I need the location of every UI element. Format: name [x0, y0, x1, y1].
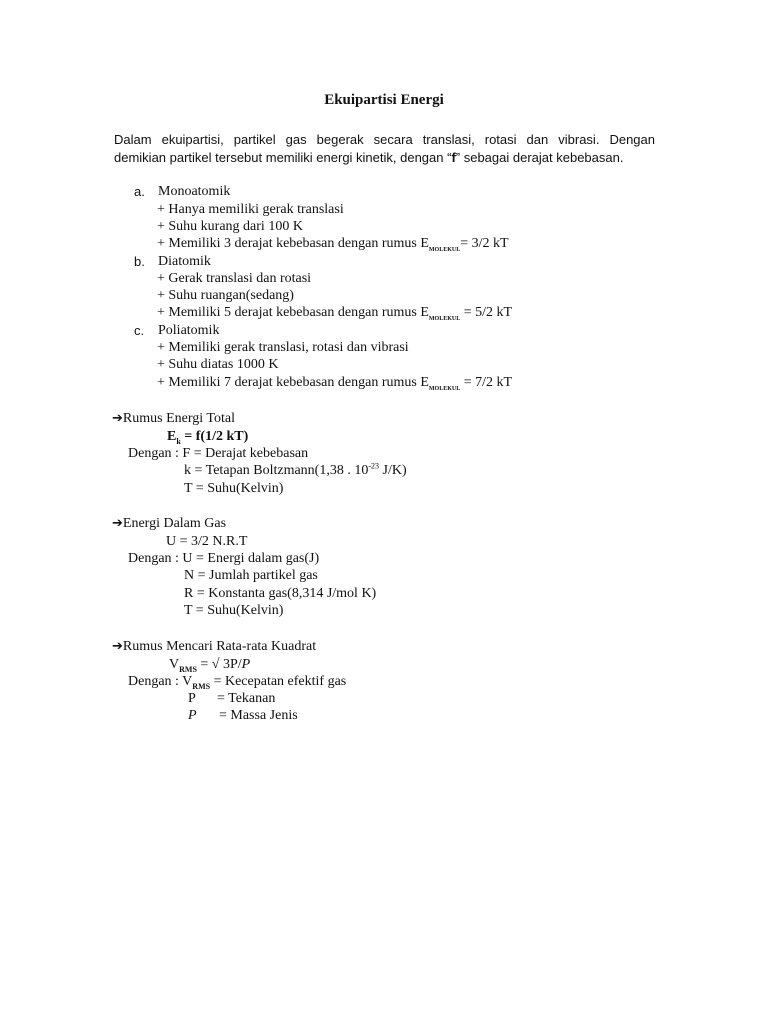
def-text: Dengan : V — [128, 674, 193, 689]
arrow-right-icon: ➔ — [112, 411, 123, 426]
definition-line: T = Suhu(Kelvin) — [184, 481, 284, 496]
arrow-right-icon: ➔ — [112, 639, 123, 654]
eq-rest: = √ 3P/ — [196, 657, 242, 672]
formula-result: = 5/2 kT — [460, 305, 513, 320]
list-formula-c — [157, 374, 512, 391]
list-point: + Suhu diatas 1000 K — [157, 357, 279, 372]
def-text-end: J/K) — [379, 463, 407, 478]
list-marker-a: a. — [134, 184, 145, 199]
section-heading-energi-total — [112, 410, 235, 427]
list-label-poliatomik: Poliatomik — [158, 323, 220, 338]
eq-symbol: E — [167, 429, 177, 444]
def-superscript: -23 — [368, 461, 380, 471]
section-heading-energi-dalam-gas — [112, 515, 226, 532]
def-subscript: RMS — [192, 681, 211, 691]
formula-text: + Memiliki 5 derajat kebebasan dengan rumus E — [157, 305, 429, 320]
definition-line: R = Konstanta gas(8,314 J/mol K) — [184, 586, 377, 601]
eq-rest: = f(1/2 kT) — [180, 429, 249, 444]
definition-text-massa-jenis: = Massa Jenis — [219, 708, 298, 723]
list-point: + Hanya memiliki gerak translasi — [157, 202, 344, 217]
definition-line: Dengan : F = Derajat kebebasan — [128, 446, 309, 461]
list-point: + Memiliki gerak translasi, rotasi dan vibrasi — [157, 340, 409, 355]
section-heading-text: Energi Dalam Gas — [122, 516, 227, 531]
intro-text-a: demikian partikel tersebut memiliki energi kinetik, dengan “ — [114, 150, 452, 165]
list-point: + Suhu kurang dari 100 K — [157, 219, 303, 234]
formula-subscript: molekul — [428, 382, 461, 392]
rho-symbol: P — [241, 657, 251, 672]
definition-line: N = Jumlah partikel gas — [184, 568, 318, 583]
definition-line-vrms — [128, 673, 346, 690]
formula-result: = 7/2 kT — [460, 375, 513, 390]
list-marker-b: b. — [134, 254, 145, 269]
arrow-right-icon: ➔ — [112, 516, 123, 531]
formula-subscript: molekul — [428, 312, 461, 322]
eq-symbol: V — [169, 657, 180, 672]
definition-text-tekanan: = Tekanan — [217, 691, 276, 706]
definition-symbol-rho: P — [188, 708, 197, 723]
intro-paragraph — [114, 131, 655, 167]
list-point: + Suhu ruangan(sedang) — [157, 288, 294, 303]
definition-line: T = Suhu(Kelvin) — [184, 603, 284, 618]
equation-u: U = 3/2 N.R.T — [166, 534, 248, 549]
eq-subscript: k — [176, 436, 181, 446]
list-formula-a — [157, 235, 509, 252]
section-heading-rata-rata-kuadrat — [112, 638, 316, 655]
list-label-diatomik: Diatomik — [158, 254, 211, 269]
definition-line-k — [184, 462, 407, 479]
definition-line: Dengan : U = Energi dalam gas(J) — [128, 551, 320, 566]
equation-ek — [167, 428, 248, 445]
section-heading-text: Rumus Mencari Rata-rata Kuadrat — [122, 639, 317, 654]
section-heading-text: Rumus Energi Total — [122, 411, 235, 426]
list-formula-b — [157, 304, 512, 321]
definition-symbol-p: P — [188, 691, 196, 706]
formula-subscript: molekul — [428, 243, 461, 253]
formula-text: + Memiliki 3 derajat kebebasan dengan rumus E — [157, 236, 429, 251]
equation-vrms — [169, 656, 250, 673]
intro-f-symbol: f — [451, 150, 456, 165]
def-text-end: = Kecepatan efektif gas — [210, 674, 347, 689]
list-label-monoatomik: Monoatomik — [158, 184, 231, 199]
formula-result: = 3/2 kT — [460, 236, 509, 251]
def-text: k = Tetapan Boltzmann(1,38 . 10 — [184, 463, 369, 478]
list-point: + Gerak translasi dan rotasi — [157, 271, 312, 286]
intro-text-b: ” sebagai derajat kebebasan. — [455, 150, 624, 165]
list-marker-c: c. — [134, 323, 145, 338]
intro-line-1: Dalam ekuipartisi, partikel gas begerak secara translasi, rotasi dan vibrasi. Dengan — [114, 132, 655, 147]
document-title: Ekuipartisi Energi — [324, 92, 444, 108]
intro-line-2 — [114, 149, 655, 167]
eq-subscript: RMS — [179, 664, 197, 674]
formula-text: + Memiliki 7 derajat kebebasan dengan rumus E — [157, 375, 429, 390]
